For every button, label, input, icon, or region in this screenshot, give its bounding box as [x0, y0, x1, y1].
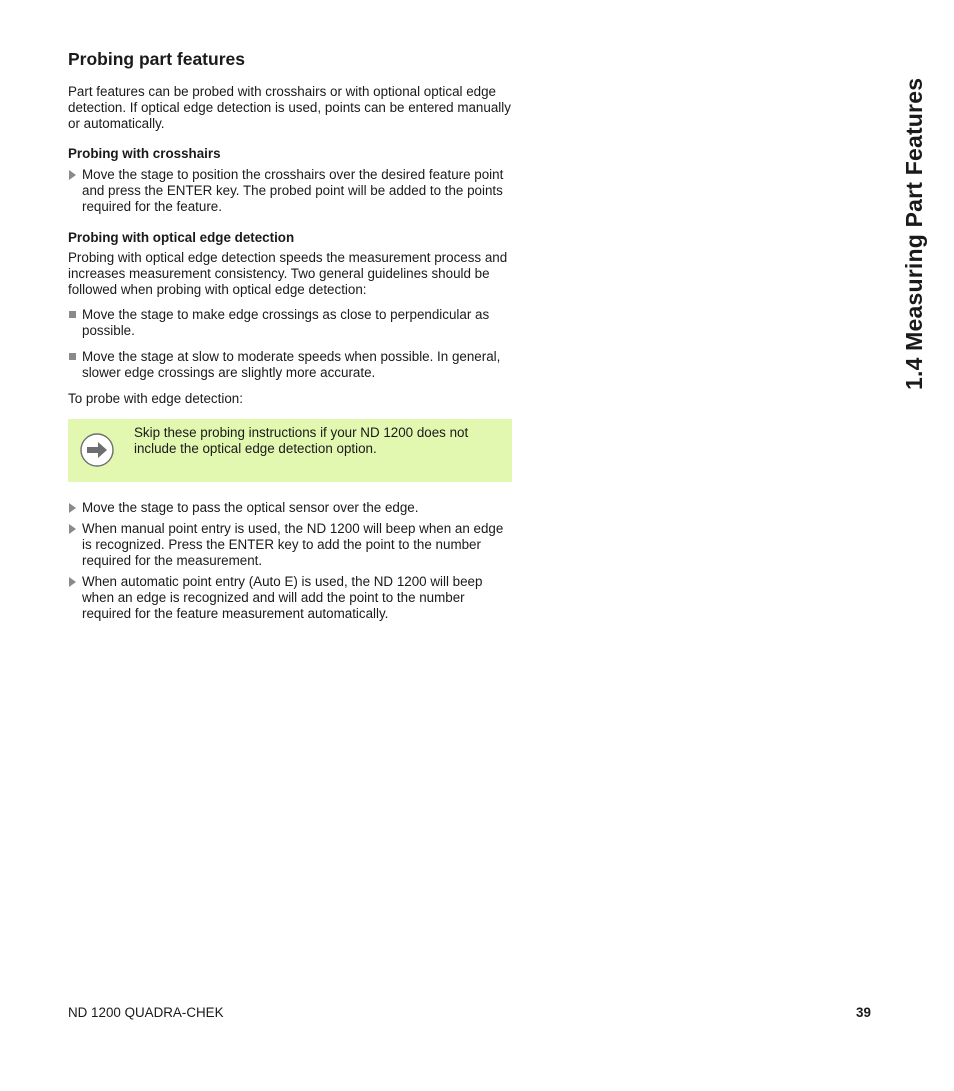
triangle-right-icon — [69, 503, 76, 513]
note-text: Skip these probing instructions if your ND 1200 does not include the optical edge detection option. — [134, 425, 469, 456]
lead-text: To probe with edge detection: — [68, 391, 243, 406]
square-bullet-icon — [69, 311, 76, 318]
edge-step — [68, 521, 512, 569]
footer-product: ND 1200 QUADRA-CHEK — [68, 1005, 224, 1020]
crosshairs-heading: Probing with crosshairs — [68, 146, 221, 161]
triangle-right-icon — [69, 170, 76, 180]
arrow-right-icon — [80, 433, 114, 467]
page-title: Probing part features — [68, 49, 245, 69]
triangle-right-icon — [69, 524, 76, 534]
note-box — [68, 419, 512, 482]
intro-paragraph: Part features can be probed with crosshairs or with optional optical edge detection. If optical edge detection is used, points can be entered manually or automatically. — [68, 84, 511, 131]
crosshairs-step — [68, 167, 512, 215]
triangle-right-icon — [69, 577, 76, 587]
edge-step-text: When manual point entry is used, the ND 1200 will beep when an edge is recognized. Press the ENTER key to add the point to the number required for the measurement. — [82, 521, 504, 568]
guideline-text: Move the stage to make edge crossings as close to perpendicular as possible. — [82, 307, 490, 338]
edge-step-text: Move the stage to pass the optical sensor over the edge. — [82, 500, 419, 515]
edge-step — [68, 574, 512, 622]
guideline-item — [68, 307, 512, 339]
page-number: 39 — [856, 1005, 871, 1020]
guideline-text: Move the stage at slow to moderate speeds when possible. In general, slower edge crossings are slightly more accurate. — [82, 349, 501, 380]
main-content — [68, 48, 512, 622]
optical-heading: Probing with optical edge detection — [68, 230, 295, 245]
edge-step — [68, 500, 512, 516]
guideline-item — [68, 349, 512, 381]
chapter-side-title: 1.4 Measuring Part Features — [901, 77, 927, 390]
square-bullet-icon — [69, 353, 76, 360]
edge-step-text: When automatic point entry (Auto E) is used, the ND 1200 will beep when an edge is recognized and will add the point to the number required for the feature measurement automatically. — [82, 574, 483, 621]
optical-paragraph: Probing with optical edge detection speeds the measurement process and increases measurement consistency. Two general guidelines should be followed when probing with optical edge detection: — [68, 250, 508, 297]
crosshairs-step-text: Move the stage to position the crosshairs over the desired feature point and press the ENTER key. The probed point will be added to the points required for the feature. — [82, 167, 504, 214]
